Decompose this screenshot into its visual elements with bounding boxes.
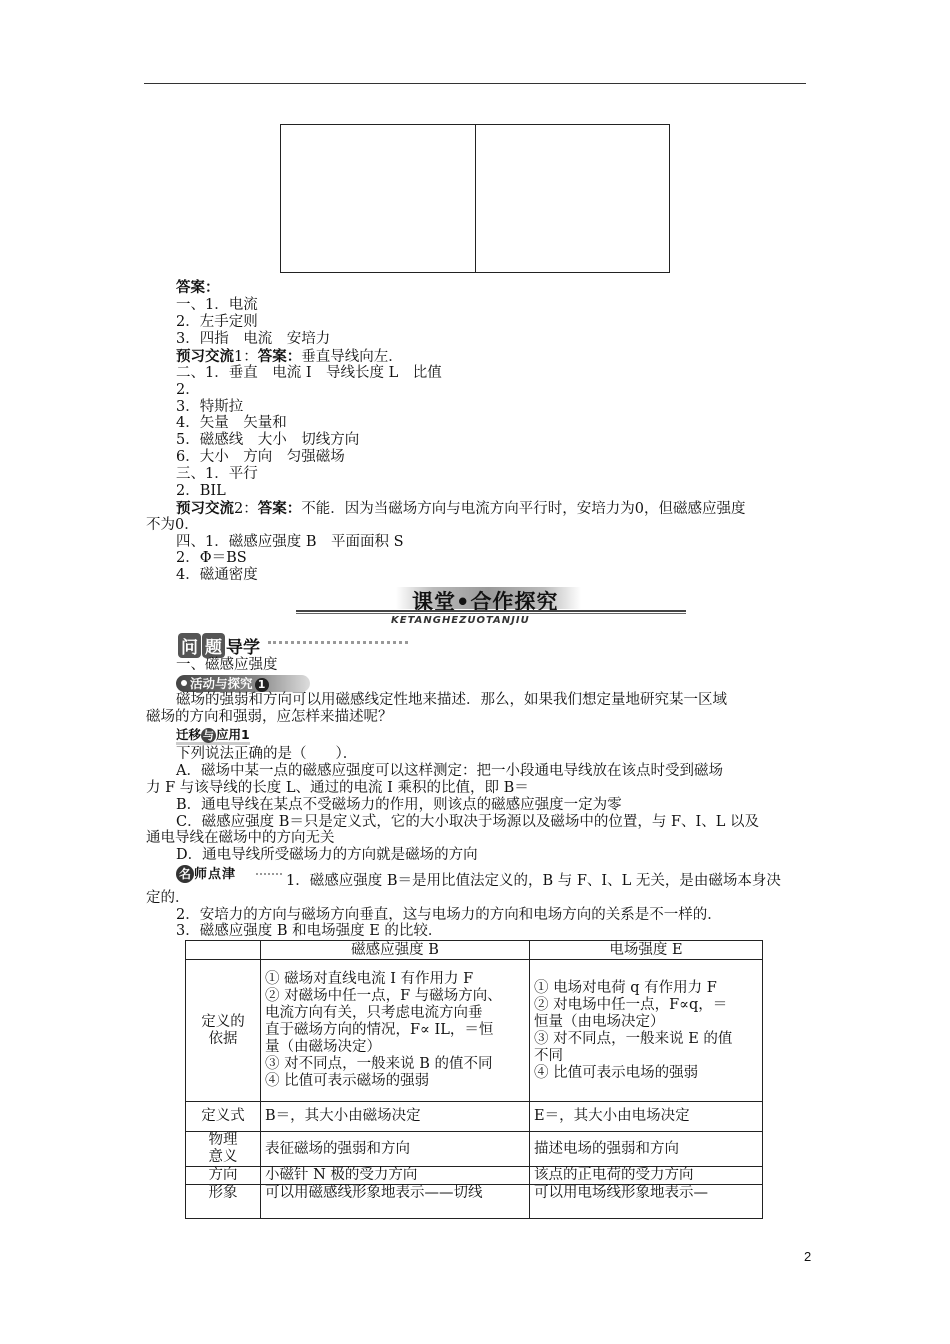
exchange-text: 不能．因为当磁场方向与电流方向平行时，安培力为0，但磁感应强度 — [301, 501, 746, 517]
cell-line: ③ 对不同点，一般来说 E 的值 — [534, 1030, 733, 1047]
row-label: 形象 — [186, 1185, 261, 1219]
cell-line: ③ 对不同点，一般来说 B 的值不同 — [265, 1056, 493, 1072]
cell-line: ① 电场对电荷 q 有作用力 F — [534, 979, 717, 996]
comparison-table — [185, 940, 763, 1219]
teacher-badge — [176, 865, 236, 884]
teacher-label-visible: 师点津 — [194, 867, 237, 882]
answer-line: 2． — [176, 382, 200, 398]
row-label: 方向 — [186, 1167, 261, 1185]
magnetic-cell: 可以用磁感线形象地表示——切线 — [261, 1185, 530, 1219]
app-label-a: 迁移 — [176, 727, 202, 742]
answer-line: 二、1．垂直 电流 I 导线长度 L 比值 — [176, 365, 442, 381]
option-line: D．通电导线所受磁场力的方向就是磁场的方向 — [176, 847, 478, 863]
box-divider — [475, 125, 476, 272]
electric-cell: 描述电场的强弱和方向 — [530, 1132, 763, 1167]
answer-line: 6．大小 方向 匀强磁场 — [176, 449, 345, 465]
activity-badge — [176, 675, 310, 692]
wenti-badge-char: 题 — [202, 633, 225, 658]
note-line: 定的． — [146, 890, 190, 906]
note-line: 2．安培力的方向与磁场方向垂直，这与电场力的方向和电场方向的关系是不一样的． — [176, 907, 722, 923]
wenti-badge-rest: 导学 — [226, 638, 260, 658]
electric-cell: 可以用电场线形象地表示— — [530, 1185, 763, 1219]
wenti-dots — [268, 641, 408, 644]
banner-title-a: 课堂 — [412, 590, 456, 614]
wenti-badge-char: 问 — [178, 633, 201, 658]
table-header-cell: 电场强度 E — [530, 941, 763, 960]
option-line: B．通电导线在某点不受磁场力的作用，则该点的磁感应强度一定为零 — [176, 797, 622, 813]
row-label-line: 定义的 — [201, 1013, 245, 1030]
answer-line: 2．Φ＝BS — [176, 550, 247, 566]
cell-line: ② 对磁场中任一点，F 与磁场方向、 — [265, 988, 502, 1004]
table-row — [186, 960, 763, 1102]
app-label-mid: 与 — [203, 729, 215, 742]
magnetic-cell: 表征磁场的强弱和方向 — [261, 1132, 530, 1167]
electric-cell: 该点的正电荷的受力方向 — [530, 1167, 763, 1185]
cell-line: ② 对电场中任一点，F∝q，＝ — [534, 996, 728, 1013]
answer-line: 四、1．磁感应强度 B 平面面积 S — [176, 534, 404, 550]
cell-line: ④ 比值可表示磁场的强弱 — [265, 1073, 430, 1089]
cell-line: ④ 比值可表示电场的强弱 — [534, 1064, 699, 1081]
answer-line: 3．特斯拉 — [176, 399, 244, 415]
electric-cell — [530, 960, 763, 1102]
page-number: 2 — [804, 1249, 812, 1264]
exchange-answer-label: 答案： — [257, 348, 302, 365]
exchange-num: 2： — [234, 501, 258, 517]
note-line: 1．磁感应强度 B＝是用比值法定义的，B 与 F、I、L 无关，是由磁场本身决 — [286, 873, 781, 889]
wenti-badge — [178, 633, 260, 658]
magnetic-cell: 小磁针 N 极的受力方向 — [261, 1167, 530, 1185]
note-line: 3．磁感应强度 B 和电场强度 E 的比较． — [176, 923, 443, 939]
cell-line: 电流方向有关，只考虑电流方向垂 — [265, 1005, 483, 1021]
electric-cell: E＝，其大小由电场决定 — [530, 1102, 763, 1132]
row-label — [186, 1132, 261, 1167]
banner-title-b: 合作探究 — [470, 590, 559, 614]
row-label-line: 物理 — [208, 1132, 238, 1148]
exchange-label: 预习交流 — [176, 348, 234, 365]
activity-dot-icon — [181, 680, 187, 686]
exchange-num: 1： — [234, 349, 258, 365]
option-line: C．磁感应强度 B＝只是定义式，它的大小取决于场源以及磁场中的位置，与 F、I、L 以及 — [176, 814, 759, 830]
teacher-dots — [256, 873, 282, 875]
teacher-circle: 名 — [176, 865, 194, 883]
table-row — [186, 1102, 763, 1132]
activity-text: 磁场的强弱和方向可以用磁感线定性地来描述．那么，如果我们想定量地研究某一区域 — [176, 692, 727, 708]
answer-line: 三、1．平行 — [176, 466, 258, 482]
exchange-text-cont: 不为0． — [146, 517, 199, 533]
cell-line: ① 磁场对直线电流 I 有作用力 F — [265, 971, 474, 987]
cell-line: 不同 — [534, 1047, 563, 1064]
answer-line: 3．四指 电流 安培力 — [176, 331, 331, 347]
exchange-answer-label: 答案： — [257, 500, 302, 517]
magnetic-cell — [261, 960, 530, 1102]
cell-line: 量（由磁场决定） — [265, 1039, 381, 1055]
magnetic-cell: B＝，其大小由磁场决定 — [261, 1102, 530, 1132]
option-line: A．磁场中某一点的磁感应强度可以这样测定：把一小段通电导线放在该点时受到磁场 — [176, 763, 723, 779]
answer-line: 2．BIL — [176, 483, 226, 499]
activity-text: 磁场的方向和强弱，应怎样来描述呢？ — [146, 709, 393, 725]
banner-rule-thin — [296, 613, 686, 614]
answer-line: 4．矢量 矢量和 — [176, 415, 287, 431]
banner-title-sep: • — [456, 590, 471, 614]
answer-line: 2．左手定则 — [176, 314, 258, 330]
cell-line: 恒量（由电场决定） — [534, 1013, 665, 1030]
exchange-text: 垂直导线向左． — [301, 349, 403, 365]
application-badge — [176, 727, 250, 745]
cell-line: 直于磁场方向的情况，F∝ IL，＝恒 — [265, 1022, 494, 1038]
section-banner — [296, 585, 686, 627]
preview-exchange-2 — [176, 500, 745, 518]
table-header-cell: 磁感应强度 B — [261, 941, 530, 960]
option-line: 力 F 与该导线的长度 L、通过的电流 I 乘积的比值，即 B＝ — [146, 780, 529, 796]
activity-num: 1 — [255, 678, 269, 692]
row-label — [186, 960, 261, 1102]
table-row — [186, 1167, 763, 1185]
answer-line: 一、1．电流 — [176, 297, 258, 313]
row-label-line: 依据 — [208, 1030, 238, 1047]
table-header-row — [186, 941, 763, 960]
exchange-label: 预习交流 — [176, 500, 234, 517]
table-row — [186, 1185, 763, 1219]
banner-rule — [296, 610, 686, 612]
section-heading: 一、磁感应强度 — [176, 657, 278, 673]
row-label: 定义式 — [186, 1102, 261, 1132]
empty-answer-box — [280, 124, 670, 273]
option-line: 通电导线在磁场中的方向无关 — [146, 830, 335, 846]
activity-label: 活动与探究 — [190, 676, 253, 691]
banner-subtitle: KETANGHEZUOTANJIU — [391, 615, 530, 626]
app-label-b: 应用1 — [216, 727, 250, 742]
question-stem: 下列说法正确的是（ ）． — [176, 746, 358, 762]
header-rule — [144, 83, 806, 84]
table-row — [186, 1132, 763, 1167]
preview-exchange-1 — [176, 348, 403, 366]
row-label-line: 意义 — [208, 1149, 238, 1165]
table-header-cell — [186, 941, 261, 960]
answer-line: 4．磁通密度 — [176, 567, 258, 583]
answers-heading: 答案： — [176, 279, 220, 296]
answer-line: 5．磁感线 大小 切线方向 — [176, 432, 360, 448]
